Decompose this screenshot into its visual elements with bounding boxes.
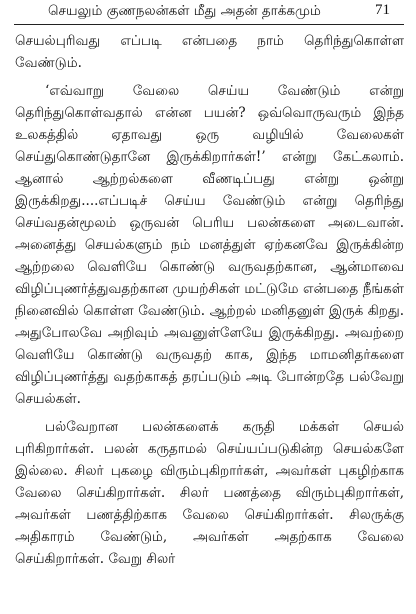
paragraph-1: செயல்புரிவது எப்படி என்பதை நாம் தெரிந்துகொள்ள வேண்டும். (15, 33, 404, 71)
paragraph-2: ‘எவ்வாறு வேலை செய்ய வேண்டும் என்று தெரிந்துகொள்வதால் என்ன பயன்? ஒவ்வொருவரும் இந்த உலகத்தில் ஏதாவது ஒரு வழியில் வேலைகள் செய்துகொண்டுதானே இருக்கிறார்கள்!’ என்று கேட்கலாம். ஆனால் ஆற்றல்களை வீணடிப்பது என்று ஒன்று இருக்கிறது....எப்படிச் செய்ய வேண்டும் என்று தெரிந்து செய்வதன்மூலம் ஒருவன் பெரிய பலன்களை அடைவான். அனைத்து செயல்களும் நம் மனத்துள் ஏற்கனவே இருக்கின்ற ஆற்றலை வெளியே கொண்டு வருவதற்கான, ஆன்மாவை விழிப்புணர்த்துவதற்கான முயற்சிகள் மட்டுமே என்பதை நீங்கள் நினைவில் கொள்ள வேண்டும். ஆற்றல் மனிதனுள் இருக் கிறது. அதுபோலவே அறிவும் அவனுள்ளேயே இருக்கிறது. அவற்றை வெளியே கொண்டு வருவதற் காக, இந்த மாமனிதர்களை விழிப்புணர்த்து வதற்காகத் தரப்படும் அடி போன்றதே பல்வேறு செயல்கள். (15, 83, 404, 407)
body-text (15, 30, 404, 614)
running-title: செயலும் குணநலன்கள் மீது அதன் தாக்கமும் (48, 3, 321, 19)
page-number: 71 (375, 2, 390, 18)
paragraph-3: பல்வேறான பலன்களைக் கருதி மக்கள் செயல் புரிகிறார்கள். பலன் கருதாமல் செய்யப்படுகின்ற செயல்களே இல்லை. சிலர் புகழை விரும்புகிறார்கள், அவர்கள் புகழிற்காக வேலை செய்கிறார்கள். சிலர் பணத்தை விரும்புகிறார்கள், அவர்கள் பணத்திற்காக வேலை செய்கிறார்கள். சிலருக்கு அதிகாரம் வேண்டும், அவர்கள் அதற்காக வேலை செய்கிறார்கள். வேறு சிலர் (15, 419, 404, 567)
running-header (14, 0, 404, 25)
